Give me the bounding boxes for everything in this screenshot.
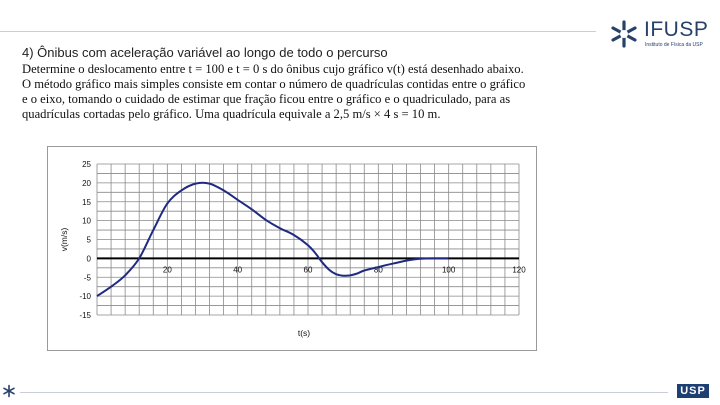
y-tick-label: 0 <box>86 254 91 264</box>
ifusp-emblem-icon <box>608 16 640 52</box>
x-axis-label: t(s) <box>297 328 311 338</box>
ifusp-logo <box>608 12 720 56</box>
x-tick-label: 100 <box>441 265 456 275</box>
y-tick-label: -10 <box>79 292 91 302</box>
y-axis-label: v(m/s) <box>59 227 69 252</box>
x-tick-label: 40 <box>233 265 243 275</box>
header-divider <box>0 31 596 32</box>
question-line: e o eixo, tomando o cuidado de estimar que fração ficou entre o gráfico e o quadriculado, para as <box>22 92 511 106</box>
question-line: O método gráfico mais simples consiste em contar o número de quadrículas contidas entre o gráfico <box>22 77 526 91</box>
logo-subtitle: Instituto de Física da USP <box>645 42 703 48</box>
footer-emblem-icon <box>2 384 16 398</box>
y-tick-label: 25 <box>82 160 91 169</box>
usp-logo: USP <box>677 384 709 398</box>
chart-canvas <box>48 147 536 350</box>
y-tick-label: -5 <box>83 273 91 283</box>
y-tick-label: -15 <box>79 311 91 320</box>
y-tick-label: 20 <box>82 178 91 188</box>
x-tick-label: 80 <box>373 265 383 275</box>
velocity-chart <box>47 146 537 351</box>
question-line: quadrículas cortadas pelo gráfico. Uma quadrícula equivale a 2,5 m/s × 4 s = 10 m. <box>22 107 441 121</box>
question-title: 4) Ônibus com aceleração variável ao longo de todo o percurso <box>22 45 388 60</box>
x-tick-label: 20 <box>162 265 172 275</box>
footer-divider <box>20 392 668 393</box>
logo-wordmark: IFUSP <box>644 18 709 41</box>
y-tick-label: 5 <box>86 235 91 245</box>
x-tick-label: 120 <box>512 265 526 275</box>
y-tick-label: 15 <box>82 197 91 207</box>
x-tick-label: 60 <box>303 265 313 275</box>
question-body <box>22 62 597 122</box>
question-line: Determine o deslocamento entre t = 100 e t = 0 s do ônibus cujo gráfico v(t) está desenhado abaixo. <box>22 62 524 76</box>
y-tick-label: 10 <box>82 216 91 226</box>
